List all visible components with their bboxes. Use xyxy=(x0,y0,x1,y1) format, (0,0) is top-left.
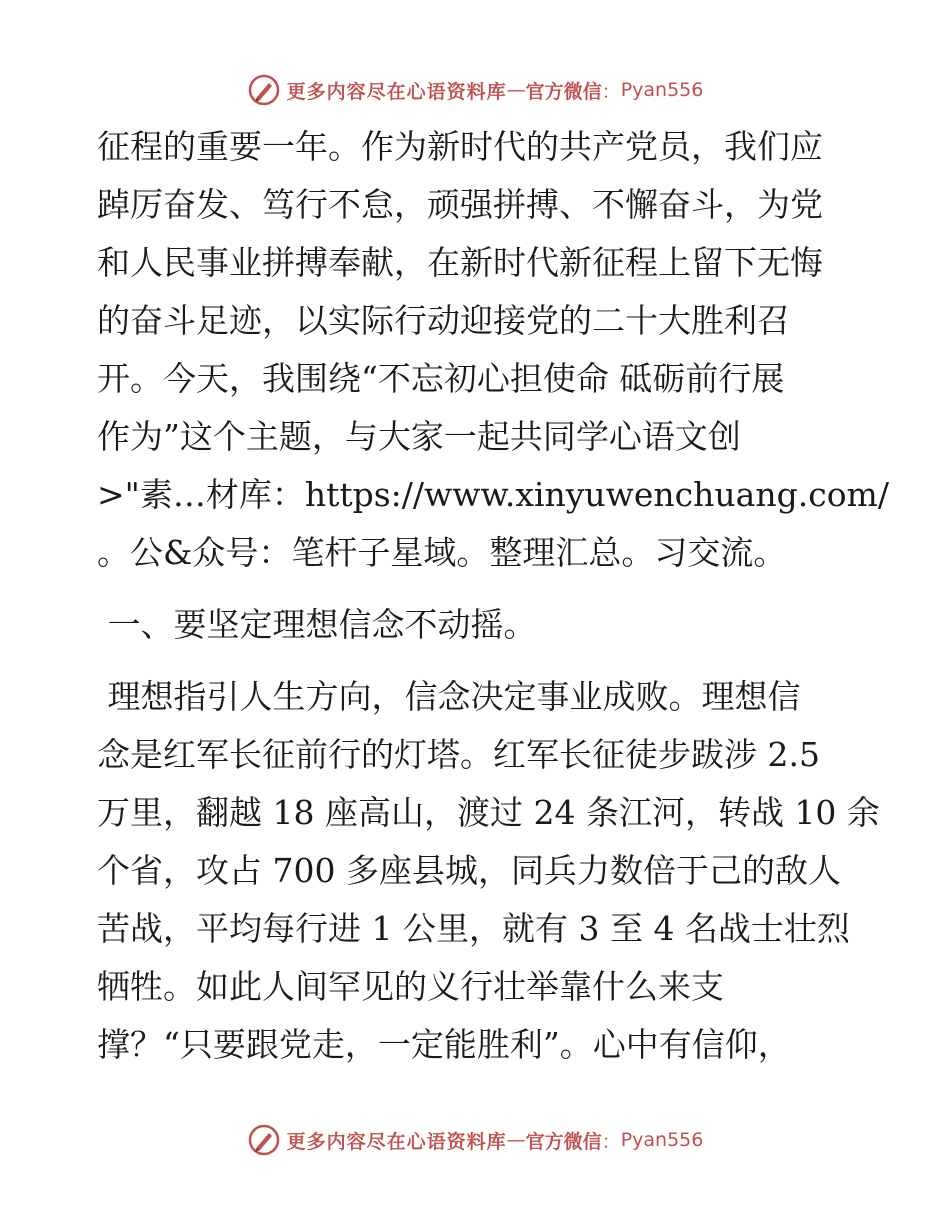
watermark-colon: ： xyxy=(601,80,621,103)
text-line: 征程的重要一年。作为新时代的共产党员，我们应 xyxy=(97,127,823,166)
watermark-separator: — xyxy=(506,1129,526,1151)
text-line: 苦战，平均每行进 1 公里，就有 3 至 4 名战士壮烈 xyxy=(97,909,850,948)
watermark-colon: ： xyxy=(601,1130,621,1153)
pen-logo-icon xyxy=(247,1123,281,1157)
pen-logo-icon xyxy=(247,73,281,107)
footer-watermark xyxy=(0,1120,950,1160)
text-line: 的奋斗足迹，以实际行动迎接党的二十大胜利召 xyxy=(97,301,790,340)
text-line: 。公&众号：笔杆子星域。整理汇总。习交流。 xyxy=(97,533,787,572)
text-line: 念是红军长征前行的灯塔。红军长征徒步跋涉 2.5 xyxy=(97,735,820,774)
text-line: 牺牲。如此人间罕见的义行壮举靠什么来支 xyxy=(97,967,724,1006)
text-line: 万里，翻越 18 座高山，渡过 24 条江河，转战 10 余 xyxy=(97,793,880,832)
watermark-separator: — xyxy=(506,79,526,101)
text-line: 踔厉奋发、笃行不怠，顽强拼搏、不懈奋斗，为党 xyxy=(97,185,823,224)
section-heading xyxy=(97,596,877,654)
text-line: 理想指引人生方向，信念决定事业成败。理想信 xyxy=(97,677,801,716)
body-paragraph xyxy=(97,668,880,1074)
text-line: 开。今天，我围绕“不忘初心担使命 砥砺前行展 xyxy=(97,359,785,398)
watermark-wechat-id: Pyan556 xyxy=(620,1129,704,1151)
text-line: 作为”这个主题，与大家一起共同学心语文创 xyxy=(97,417,741,456)
text-line: 和人民事业拼搏奉献，在新时代新征程上留下无悔 xyxy=(97,243,823,282)
text-line: 撑？“只要跟党走，一定能胜利”。心中有信仰， xyxy=(97,1025,791,1064)
text-line: 个省，攻占 700 多座县城，同兵力数倍于己的敌人 xyxy=(97,851,841,890)
header-watermark xyxy=(0,70,950,110)
text-line: >"素…材库：https://www.xinyuwenchuang.com/ xyxy=(97,475,889,514)
watermark-official-label: 官方微信 xyxy=(525,80,602,103)
watermark-official-label: 官方微信 xyxy=(525,1130,602,1153)
watermark-text: 更多内容尽在心语资料库 xyxy=(286,1130,507,1153)
intro-paragraph xyxy=(97,118,889,582)
heading-text: 一、要坚定理想信念不动摇。 xyxy=(97,605,537,644)
watermark-text: 更多内容尽在心语资料库 xyxy=(286,80,507,103)
watermark-wechat-id: Pyan556 xyxy=(620,79,704,101)
document-body xyxy=(97,118,889,1074)
